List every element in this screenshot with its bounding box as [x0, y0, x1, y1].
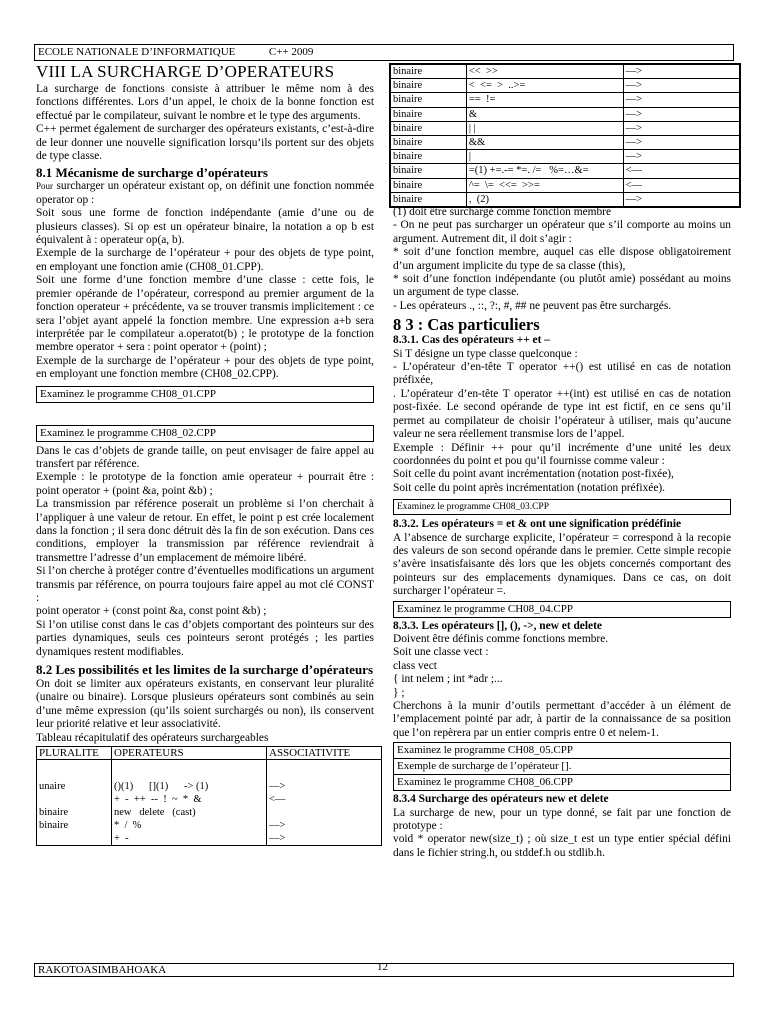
paragraph-member-function: * soit d’une fonction membre, auquel cas elle dispose obligatoirement d’un argument implicite du type de sa classe (this),	[393, 246, 731, 272]
paragraph-reference: Dans le cas d’objets de grande taille, on peut envisager de faire appel au transfert par référence.	[36, 444, 374, 470]
table-header-row	[37, 747, 382, 760]
associativity-cell	[269, 806, 379, 819]
page-number: 12	[377, 961, 388, 973]
section-8-3-1-paragraph-4: Exemple : Définir ++ pour qu’il incrémente d’une unité les deux coordonnées du point et pou qu’il fournisse comme valeur :	[393, 441, 731, 467]
plurality-cell: binaire	[390, 93, 466, 107]
code-line-3: } ;	[393, 686, 405, 699]
associativity-cell: <—	[269, 794, 286, 806]
paragraph-example-prototype: Exemple : le prototype de la fonction amie operateur + pourrait être : point operator + (point &a, point &b) ;	[36, 471, 374, 497]
plurality-cell: binaire	[390, 79, 466, 93]
intro-paragraph-1: La surcharge de fonctions consiste à attribuer le même nom à des fonctions différentes. Lors d’un appel, le choix de la bonne fonction est effectué par le compilateur, suivant le nombre et le type des arguments.	[36, 83, 374, 122]
table-row	[390, 164, 740, 178]
plurality-cell: binaire	[390, 107, 466, 121]
operators-cell: | |	[466, 121, 623, 135]
operator-table-continued	[389, 63, 741, 208]
operators-cell: + -	[114, 833, 129, 845]
column-header-operators: OPERATEURS	[112, 747, 267, 760]
left-column	[36, 62, 374, 846]
table-row	[37, 760, 382, 846]
section-8-3-3-paragraph-3: Cherchons à la munir d’outils permettant d’accéder à un élément de l’emplacement pointé par adr, à partir de la connaissance de sa position que l’on repèrera par un entier compris entre 0 et nelem-1.	[393, 700, 731, 739]
associativity-cell: —>	[623, 93, 740, 107]
plurality-cell: unaire	[39, 781, 66, 793]
paragraph-independent-function: * soit d’une fonction indépendante (ou plutôt amie) possédant au moins un argument de type classe.	[393, 273, 731, 299]
table-row	[390, 64, 740, 79]
column-header-plurality: PLURALITE	[37, 747, 112, 760]
plurality-cell: binaire	[39, 807, 69, 819]
operators-cell: == !=	[466, 93, 623, 107]
example-box-ch08-01: Examinez le programme CH08_01.CPP	[36, 386, 374, 403]
page-footer	[34, 963, 734, 977]
intro-paragraph-2: C++ permet également de surcharger des opérateurs existants, c’est-à-dire de leur donner une nouvelle signification lorsqu’ils portent sur des objets de type classe.	[36, 123, 374, 163]
operators-cell: &&	[466, 136, 623, 150]
section-8-3-1-paragraph-1: Si T désigne un type classe quelconque :	[393, 347, 578, 360]
operators-cell: << >>	[466, 64, 623, 79]
section-8-3-2-paragraph-1: A l’absence de surcharge explicite, l’opérateur = correspond à la recopie des valeurs de son second opérande dans le premier. Cette simple recopie s’avère insatisfaisante dès lors que les objets concernés comportant des pointeurs sur des emplacements dynamiques. Dans ce cas, on doit surcharger l’opérateur =.	[393, 531, 731, 598]
paragraph-const: Si l’on cherche à protéger contre d’éventuelles modifications un argument transmis par référence, on pourra toujours faire appel au mot clé CONST :	[36, 565, 374, 604]
associativity-cell: —>	[623, 79, 740, 93]
plurality-cell: binaire	[390, 178, 466, 192]
school-name: ECOLE NATIONALE D’INFORMATIQUE	[38, 46, 236, 58]
associativity-cell: —>	[269, 833, 286, 845]
page-header	[34, 44, 734, 61]
section-8-3-1-paragraph-3: . L’opérateur d’en-tête T operator ++(int) est utilisé en cas de notation post-fixée. Le second opérande de type int est fictif, en ce sens qu’il permet au compilateur de choisir l’opérateur à utiliser, mais qu’aucune valeur ne sera réellement transmise lors de l’appel.	[393, 387, 731, 441]
paragraph-non-overloadable: - Les opérateurs ., ::, ?:, #, ## ne peuvent pas être surchargés.	[393, 299, 672, 312]
section-8-2-paragraph-1: On doit se limiter aux opérateurs existants, en conservant leur pluralité (unaire ou binaire). Lorsque plusieurs opérateurs sont combinés au sein d’une même expression (qu’ils soient surchargés ou non), ils conservent leur priorité relative et leur associativité.	[36, 678, 374, 731]
paragraph-transmission: La transmission par référence poserait un problème si l’on cherchait à l’appliquer à une valeur de retour. En effet, le point p est crée localement dans la fonction ; il sera donc détruit dès la fin de son exécution. Dans ces conditions, employer la transmission par référence reviendrait à transmettre l’adresse d’un emplacement de mémoire libéré.	[36, 498, 374, 564]
operators-cell: * / %	[114, 820, 142, 832]
section-8-3-2-title: 8.3.2. Les opérateurs = et & ont une signification prédéfinie	[393, 518, 682, 531]
table-row	[390, 93, 740, 107]
example-subscript-box: Exemple de surcharge de l’opérateur [].	[393, 759, 731, 775]
table-row	[390, 150, 740, 164]
table-caption: Tableau récapitulatif des opérateurs surchargeables	[36, 731, 269, 744]
table-row	[390, 121, 740, 135]
plurality-cell: binaire	[390, 150, 466, 164]
operators-cell: < <= > ..>=	[466, 79, 623, 93]
section-8-1-paragraph-5: Exemple de la surcharge de l’opérateur + pour des objets de type point, en employant une fonction membre (CH08_02.CPP).	[36, 354, 374, 381]
paragraph-const-pointers: Si l’on utilise const dans le cas d’objets comportant des pointeurs sur des parties dynamiques, seuls ces pointeurs seront protégés ; les parties dynamiques restent modifiables.	[36, 618, 374, 658]
page-title: VIII LA SURCHARGE D’OPERATEURS	[36, 62, 335, 81]
plurality-cell: binaire	[390, 121, 466, 135]
section-8-2-title: 8.2 Les possibilités et les limites de la surcharge d’opérateurs	[36, 662, 374, 678]
paragraph-argument-rule: - On ne peut pas surcharger un opérateur que s’il comporte au moins un argument. Autrement dit, il doit s’agir :	[393, 219, 731, 245]
section-8-3-3-paragraph-2: Soit une classe vect :	[393, 646, 489, 659]
table-footnote: (1) doit être surchargé comme fonction membre	[393, 206, 612, 218]
table-row	[390, 192, 740, 207]
operators-cell: ()(1) [](1) -> (1)	[114, 781, 209, 793]
example-box-ch08-06: Examinez le programme CH08_06.CPP	[393, 775, 731, 791]
operators-cell: new delete (cast)	[114, 807, 196, 819]
section-8-3-1-paragraph-6: Soit celle du point après incrémentation (notation préfixée).	[393, 481, 666, 494]
associativity-cell: —>	[623, 192, 740, 207]
plurality-cell: binaire	[390, 164, 466, 178]
associativity-cell: <—	[623, 178, 740, 192]
operators-cell: ^= \= <<= >>=	[466, 178, 623, 192]
operators-cell: =(1) +=.-= *=. /= %=…&=	[466, 164, 623, 178]
paragraph-const-prototype: point operator + (const point &a, const point &b) ;	[36, 605, 267, 618]
associativity-cell: —>	[623, 150, 740, 164]
table-row	[390, 136, 740, 150]
associativity-cell: —>	[269, 820, 286, 832]
plurality-cell: binaire	[390, 136, 466, 150]
associativity-cell: —>	[623, 107, 740, 121]
associativity-cell: —>	[623, 64, 740, 79]
section-8-1-paragraph-4: Soit une forme d’une fonction membre d’une classe : cette fois, le premier opérande de l’opérateur, correspond au premier argument de la fonction operateur + précédente, va se trouver transmis implicitement : ce sera l’objet ayant appelé la fonction membre. Une expression a+b sera interprétée par le compilateur a.operatot(b) ; le prototype de la fonction membre operator + sera : point operator + (point) ;	[36, 274, 374, 354]
operators-cell: &	[466, 107, 623, 121]
example-box-ch08-05: Examinez le programme CH08_05.CPP	[393, 742, 731, 759]
section-8-1-title: 8.1 Mécanisme de surcharge d’opérateurs	[36, 165, 268, 181]
example-box-ch08-03: Examinez le programme CH08_03.CPP	[393, 499, 731, 515]
author-name: RAKOTOASIMBAHOAKA	[38, 964, 167, 976]
section-8-3-1-paragraph-5: Soit celle du point avant incrémentation (notation post-fixée),	[393, 468, 674, 481]
section-8-3-title: 8 3 : Cas particuliers	[393, 315, 540, 335]
section-8-3-4-title: 8.3.4 Surcharge des opérateurs new et delete	[393, 793, 609, 806]
section-8-3-1-paragraph-2: - L’opérateur d’en-tête T operator ++() est utilisé en cas de notation préfixée,	[393, 361, 731, 387]
section-8-1-paragraph-2: Soit sous une forme de fonction indépendante (amie d’une ou de plusieurs classes). Si op est un opérateur binaire, la notation a op b est équivalent à : operateur op(a, b).	[36, 207, 374, 247]
plurality-cell	[39, 793, 109, 806]
associativity-cell: —>	[269, 781, 286, 793]
example-box-ch08-04: Examinez le programme CH08_04.CPP	[393, 601, 731, 618]
right-column	[393, 206, 731, 860]
column-header-associativity: ASSOCIATIVITE	[267, 747, 382, 760]
plurality-cell: binaire	[39, 820, 69, 832]
course-name: C++ 2009	[268, 46, 314, 58]
section-8-3-3-paragraph-1: Doivent être définis comme fonctions membre.	[393, 632, 609, 645]
section-8-1-paragraph-3: Exemple de la surcharge de l’opérateur + pour des objets de type point, en employant une fonction amie (CH08_01.CPP).	[36, 247, 374, 273]
plurality-cell: binaire	[390, 192, 466, 207]
example-box-ch08-02: Examinez le programme CH08_02.CPP	[36, 425, 374, 442]
operators-cell: |	[466, 150, 623, 164]
code-line-1: class vect	[393, 659, 437, 672]
section-8-3-4-paragraph-2: void * operator new(size_t) ; où size_t est un type entier spécial défini dans le fichier string.h, ou stddef.h ou stdlib.h.	[393, 833, 731, 859]
code-line-2: { int nelem ; int *adr ;...	[393, 673, 503, 686]
table-row	[390, 79, 740, 93]
section-8-3-3-title: 8.3.3. Les opérateurs [], (), ->, new et delete	[393, 619, 602, 632]
table-row	[390, 178, 740, 192]
table-row	[390, 107, 740, 121]
associativity-cell: —>	[623, 136, 740, 150]
section-8-3-4-paragraph-1: La surcharge de new, pour un type donné, se fait par une fonction de prototype :	[393, 806, 731, 833]
operators-cell: + - ++ -- ! ~ * &	[114, 794, 202, 806]
section-8-3-1-title: 8.3.1. Cas des opérateurs ++ et –	[393, 334, 550, 347]
operators-cell: , (2)	[466, 192, 623, 207]
operator-summary-table	[36, 746, 382, 846]
associativity-cell: —>	[623, 121, 740, 135]
section-8-1-paragraph-1: Pour surcharger un opérateur existant op, on définit une fonction nommée operator op :	[36, 180, 374, 206]
associativity-cell: <—	[623, 164, 740, 178]
plurality-cell: binaire	[390, 64, 466, 79]
